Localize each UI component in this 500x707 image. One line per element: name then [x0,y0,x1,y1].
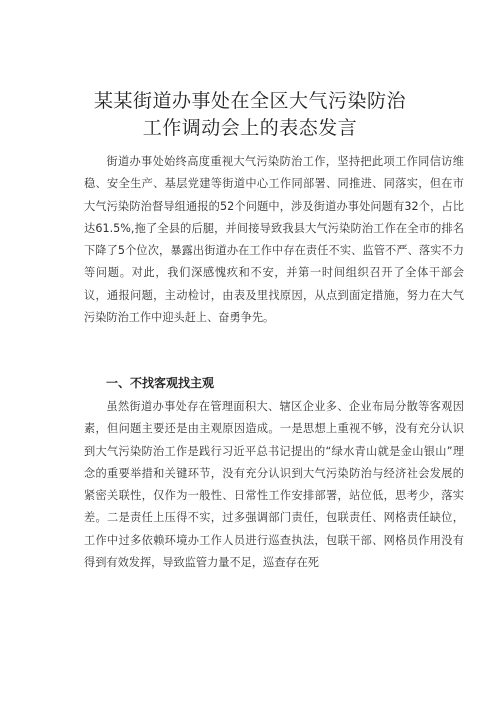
document-title-line-2: 工作调动会上的表态发言 [142,117,358,139]
document-title-line-1: 某某街道办事处在全区大气污染防治 [93,90,406,112]
section-heading-1: 一、不找客观找主观 [106,376,215,390]
body-paragraph-intro: 街道办事处始终高度重视大气污染防治工作，坚持把此项工作同信访维稳、安全生产、基层党建等街道中心工作同部署、同推进、同落实，但在市大气污染防治督导组通报的52个问题中，涉及街道办事处问题有32个，占比达61.5%,拖了全县的后腿，并间接导致我县大气污染防治工作在全市的排名下降了5个位次，暴露出街道办在工作中存在责任不实、监管不严、落实不力等问题。对此，我们深感愧疚和不安，并第一时间组织召开了全体干部会议，通报问题，主动检讨，由表及里找原因，从点到面定措施，努力在大气污染防治工作中迎头赶上、奋勇争先。 [84,155,464,325]
body-paragraph-section-1: 虽然街道办事处存在管理面积大、辖区企业多、企业布局分散等客观因素，但问题主要还是由主观原因造成。一是思想上重视不够，没有充分认识到大气污染防治工作是践行习近平总书记提出的“绿水青山就是金山银山”理念的重要举措和关键环节，没有充分认识到大气污染防治与经济社会发展的紧密关联性，仅作为一般性、日常性工作安排部署，站位低，思考少，落实差。二是责任上压得不实，过多强调部门责任，包联责任、网格责任缺位，工作中过多依赖环境办工作人员进行巡查执法，包联干部、网格员作用没有得到有效发挥，导致监管力量不足，巡查存在死 [84,400,464,570]
